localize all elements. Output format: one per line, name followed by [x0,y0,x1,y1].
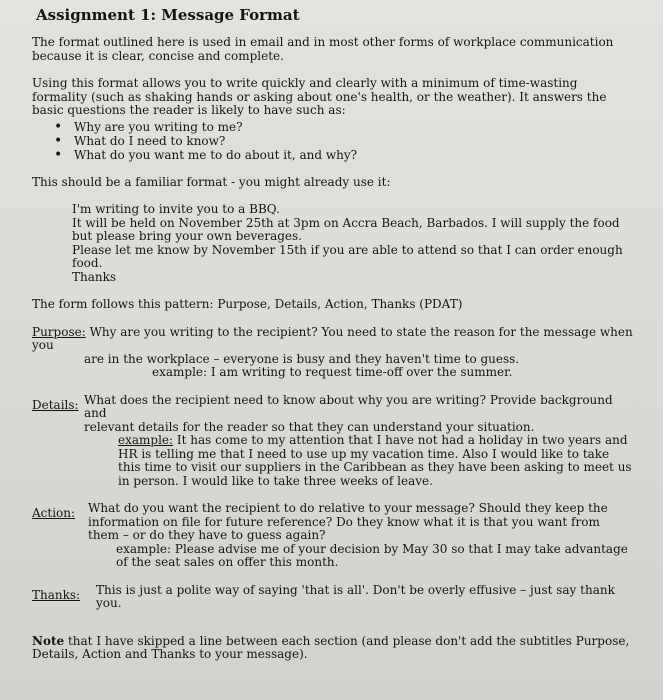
details-text-2: relevant details for the reader so that they can understand your situation. [84,419,535,434]
using-paragraph: Using this format allows you to write quickly and clearly with a minimum of time-wasting formality (such as shaking hands or asking about one's health, or the weather). It answers the basic questions the reader is likely to have such as: [32,76,607,117]
purpose-label: Purpose: [32,324,86,339]
action-section [32,502,633,570]
pattern-paragraph: The form follows this pattern: Purpose, Details, Action, Thanks (PDAT) [32,297,463,311]
example-line: I'm writing to invite you to a BBQ. [72,202,280,216]
details-label: Details: [32,397,79,412]
note-bold: Note [32,633,65,648]
details-example-label: example: [118,433,174,447]
familiar-paragraph: This should be a familiar format - you might already use it: [32,174,391,189]
list-item: • What do I need to know? [74,134,633,148]
thanks-section [32,584,633,611]
action-text: What do you want the recipient to do relative to your message? Should they keep the information on file for future reference? Do they know what it is that you want from them – or do they have to guess again? [88,501,608,542]
questions-list [32,120,633,162]
page-title: Assignment 1: Message Format [36,6,300,24]
thanks-label: Thanks: [32,587,81,602]
intro-paragraph: The format outlined here is used in email and in most other forms of workplace communication because it is clear, concise and complete. [32,35,614,63]
purpose-text: Why are you writing to the recipient? You need to state the reason for the message when you [32,324,633,352]
note-paragraph [32,635,633,662]
details-example: It has come to my attention that I have not had a holiday in two years and HR is telling me that I need to use up my vacation time. Also I would like to take this time to visit our suppliers in the Caribbean as they have been asking to meet us in person. I would like to take three weeks of leave. [118,433,632,488]
example-message [72,203,633,284]
list-item: • What do you want me to do about it, and why? [74,148,633,162]
thanks-text: This is just a polite way of saying 'that is all'. Don't be overly effusive – just say thank you. [96,582,615,610]
note-text: that I have skipped a line between each section (and please don't add the subtitles Purpose, Details, Action and Thanks to your message). [32,633,630,661]
purpose-section [32,326,633,380]
example-line: Thanks [72,269,117,284]
details-section [32,394,633,489]
purpose-text-2: are in the workplace – everyone is busy and they haven't time to guess. [84,351,520,366]
action-label: Action: [32,506,76,520]
action-example: example: Please advise me of your decision by May 30 so that I may take advantage of the seat sales on offer this month. [116,541,628,569]
details-text: What does the recipient need to know about why you are writing? Provide background and [84,392,613,420]
example-line: Please let me know by November 15th if you are able to attend so that I can order enough food. [72,242,623,270]
purpose-example: example: I am writing to request time-off over the summer. [152,365,513,379]
example-line: It will be held on November 25th at 3pm on Accra Beach, Barbados. I will supply the food but please bring your own beverages. [72,215,620,243]
list-item: • Why are you writing to me? [74,120,633,134]
